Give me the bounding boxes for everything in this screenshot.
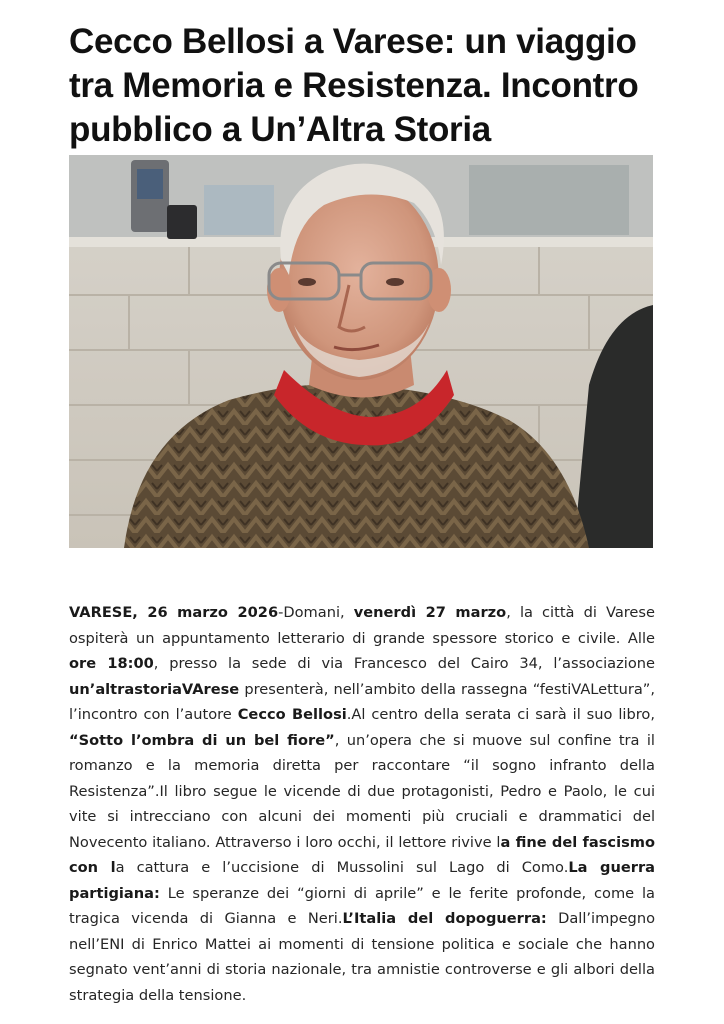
bold-text-run: L’Italia del dopoguerra: xyxy=(342,910,547,927)
bold-text-run: a fine del fascismo con l xyxy=(69,833,655,876)
article-title: Cecco Bellosi a Varese: un viaggio tra Memoria e Resistenza. Incontro pubblico a Un’Altra Storia xyxy=(69,22,639,149)
text-run: .Al centro della serata ci sarà il suo libro, xyxy=(346,706,655,723)
bold-text-run: La guerra partigiana: xyxy=(69,859,655,902)
bold-text-run: “Sotto l’ombra di un bel fiore” xyxy=(69,731,335,749)
text-run: , la città di Varese ospiterà un appuntamento letterario di grande spessore storico e civile. Alle xyxy=(69,604,655,647)
text-run: presenterà, nell’ambito della rassegna “festiVALettura”, l’incontro con l’autore xyxy=(69,680,655,723)
text-run: Le speranze dei “giorni di aprile” e le ferite profonde, come la tragica vicenda di Gianna e Neri. xyxy=(69,884,655,927)
text-run: Dall’impegno nell’ENI di Enrico Mattei ai momenti di tensione politica e sociale che hanno segnato vent’anni di storia nazionale, tra amnistie controverse e gli albori della strategia della tensione. xyxy=(69,910,655,1004)
text-run: , un’opera che si muove sul confine tra il romanzo e la memoria diretta per raccontare “il sogno infranto della Resistenza”.Il libro segue le vicende di due protagonisti, Pedro e Paolo, le cui vite si intrecciano con alcuni dei momenti più cruciali e drammatici del Novecento italiano. Attraverso i loro occhi, il lettore rivive l xyxy=(69,731,655,851)
article-body xyxy=(69,600,655,1008)
bold-text-run: ore 18:00 xyxy=(69,655,154,672)
text-run: , presso la sede di via Francesco del Cairo 34, l’associazione xyxy=(153,655,655,672)
article-photo xyxy=(69,155,653,548)
text-run: a cattura e l’uccisione di Mussolini sul Lago di Como. xyxy=(115,859,569,876)
text-run: -Domani, xyxy=(278,604,354,621)
bold-text-run: venerdì 27 marzo xyxy=(353,604,507,621)
bold-text-run: VARESE, 26 marzo 2026 xyxy=(69,604,279,621)
bold-text-run: Cecco Bellosi xyxy=(237,706,347,723)
bold-text-run: un’altrastoriaVArese xyxy=(69,680,240,698)
